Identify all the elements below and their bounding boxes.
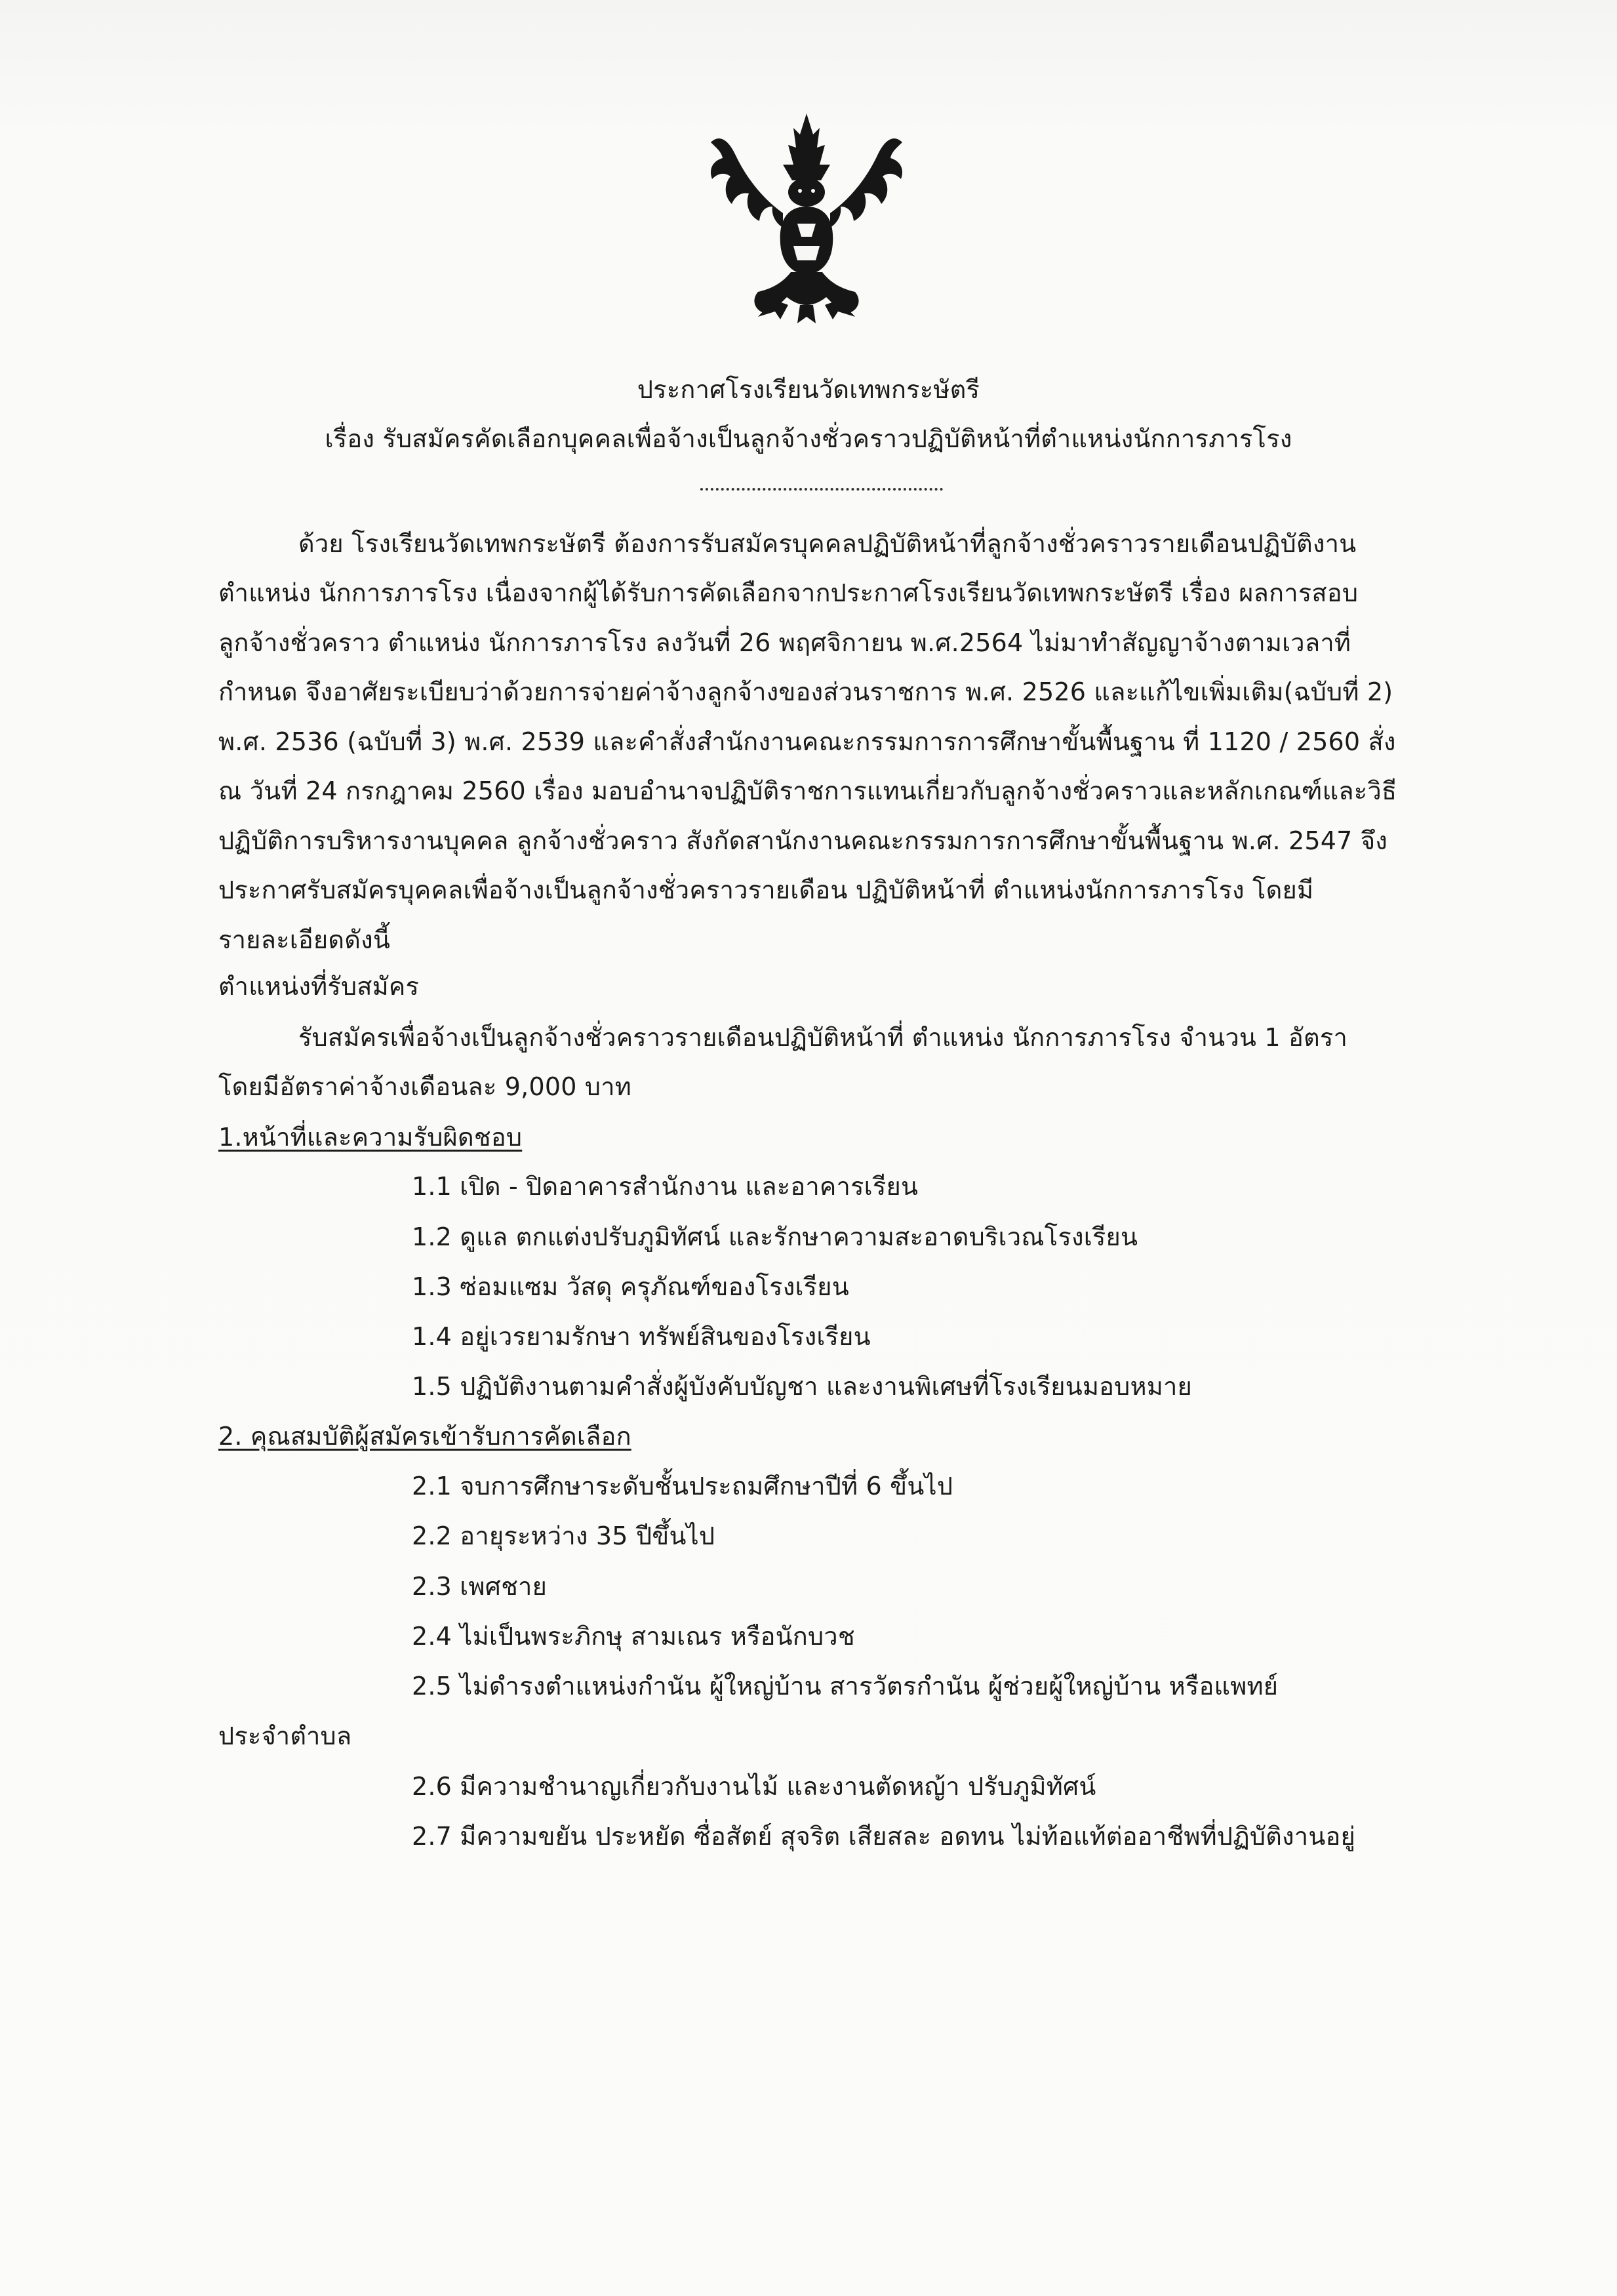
separator-dots — [700, 488, 943, 491]
qualification-item: 2.1 จบการศึกษาระดับชั้นประถมศึกษาปีที่ 6 ขึ้นไป — [412, 1472, 953, 1500]
duty-item: 1.4 อยู่เวรยามรักษา ทรัพย์สินของโรงเรียน — [412, 1322, 871, 1351]
duties-heading: 1.หน้าที่และความรับผิดชอบ — [218, 1123, 523, 1152]
qualification-continuation: ประจำตำบล — [218, 1722, 352, 1750]
duty-item: 1.1 เปิด - ปิดอาคารสำนักงาน และอาคารเรียน — [412, 1172, 919, 1201]
qualification-item: 2.4 ไม่เป็นพระภิกษุ สามเณร หรือนักบวช — [412, 1622, 855, 1651]
intro-line: ปฏิบัติการบริหารงานบุคคล ลูกจ้างชั่วคราว สังกัดสานักงานคณะกรรมการการศึกษาขั้นพื้นฐาน พ.ศ. 2547 จึง — [218, 826, 1388, 855]
intro-line: ประกาศรับสมัครบุคคลเพื่อจ้างเป็นลูกจ้างชั่วคราวรายเดือน ปฏิบัติหน้าที่ ตำแหน่งนักการภารโรง โดยมี — [218, 876, 1314, 904]
qualification-item: 2.3 เพศชาย — [412, 1572, 548, 1601]
intro-line: ตำแหน่ง นักการภารโรง เนื่องจากผู้ได้รับการคัดเลือกจากประกาศโรงเรียนวัดเทพกระษัตรี เรื่อง ผลการสอบ — [218, 578, 1359, 607]
qualifications-heading: 2. คุณสมบัติผู้สมัครเข้ารับการคัดเลือก — [218, 1422, 631, 1451]
intro-line: ด้วย โรงเรียนวัดเทพกระษัตรี ต้องการรับสมัครบุคคลปฏิบัติหน้าที่ลูกจ้างชั่วคราวรายเดือนปฏิบัติงาน — [298, 529, 1357, 558]
intro-line: พ.ศ. 2536 (ฉบับที่ 3) พ.ศ. 2539 และคำสั่งสำนักงานคณะกรรมการการศึกษาขั้นพื้นฐาน ที่ 1120 / 2560 สั่ง — [218, 727, 1396, 756]
duty-item: 1.2 ดูแล ตกแต่งปรับภูมิทัศน์ และรักษาความสะอาดบริเวณโรงเรียน — [412, 1222, 1138, 1251]
intro-line: ณ วันที่ 24 กรกฎาคม 2560 เรื่อง มอบอำนาจปฏิบัติราชการแทนเกี่ยวกับลูกจ้างชั่วคราวและหลักเกณฑ์และวิธี — [218, 776, 1397, 805]
intro-line: รายละเอียดดังนี้ — [218, 925, 391, 954]
document-subject: เรื่อง รับสมัครคัดเลือกบุคคลเพื่อจ้างเป็นลูกจ้างชั่วคราวปฏิบัติหน้าที่ตำแหน่งนักการภารโรง — [325, 424, 1292, 453]
document-title: ประกาศโรงเรียนวัดเทพกระษัตรี — [637, 375, 980, 404]
qualification-item: 2.5 ไม่ดำรงตำแหน่งกำนัน ผู้ใหญ่บ้าน สารวัตรกำนัน ผู้ช่วยผู้ใหญ่บ้าน หรือแพทย์ — [412, 1672, 1279, 1701]
duty-item: 1.3 ซ่อมแซม วัสดุ ครุภัณฑ์ของโรงเรียน — [412, 1272, 849, 1301]
qualification-item: 2.2 อายุระหว่าง 35 ปีขึ้นไป — [412, 1521, 715, 1550]
position-text: โดยมีอัตราค่าจ้างเดือนละ 9,000 บาท — [218, 1072, 631, 1101]
qualification-item: 2.7 มีความขยัน ประหยัด ซื่อสัตย์ สุจริต เสียสละ อดทน ไม่ท้อแท้ต่ออาชีพที่ปฏิบัติงานอยู่ — [412, 1822, 1356, 1851]
intro-line: ลูกจ้างชั่วคราว ตำแหน่ง นักการภารโรง ลงวันที่ 26 พฤศจิกายน พ.ศ.2564 ไม่มาทำสัญญาจ้างตามเวลาที่ — [218, 628, 1351, 657]
intro-line: กำหนด จึงอาศัยระเบียบว่าด้วยการจ่ายค่าจ้างลูกจ้างของส่วนราชการ พ.ศ. 2526 และแก้ไขเพิ่มเติม(ฉบับที่ 2) — [218, 677, 1393, 706]
garuda-emblem-icon — [702, 108, 911, 325]
duty-item: 1.5 ปฏิบัติงานตามคำสั่งผู้บังคับบัญชา และงานพิเศษที่โรงเรียนมอบหมาย — [412, 1372, 1192, 1401]
qualification-item: 2.6 มีความชำนาญเกี่ยวกับงานไม้ และงานตัดหญ้า ปรับภูมิทัศน์ — [412, 1772, 1096, 1801]
position-heading: ตำแหน่งที่รับสมัคร — [218, 972, 420, 1001]
position-text: รับสมัครเพื่อจ้างเป็นลูกจ้างชั่วคราวรายเดือนปฏิบัติหน้าที่ ตำแหน่ง นักการภารโรง จำนวน 1 อัตรา — [298, 1023, 1348, 1052]
